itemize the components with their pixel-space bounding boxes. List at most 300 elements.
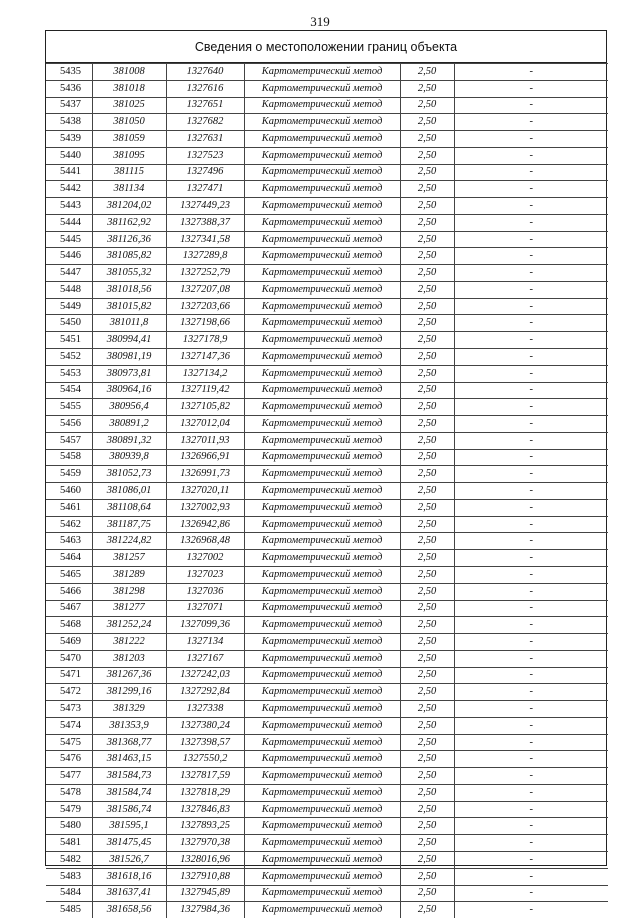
description-cell: - — [454, 784, 608, 801]
y-coordinate-cell: 1327252,79 — [166, 265, 244, 282]
description-cell: - — [454, 851, 608, 868]
description-cell: - — [454, 64, 608, 81]
y-coordinate-cell: 1327012,04 — [166, 416, 244, 433]
method-cell: Картометрический метод — [244, 332, 400, 349]
method-cell: Картометрический метод — [244, 181, 400, 198]
point-number-cell: 5480 — [46, 818, 92, 835]
point-number-cell: 5466 — [46, 583, 92, 600]
accuracy-cell: 2,50 — [400, 684, 454, 701]
y-coordinate-cell: 1327970,38 — [166, 835, 244, 852]
x-coordinate-cell: 381658,56 — [92, 902, 166, 918]
x-coordinate-cell: 380956,4 — [92, 399, 166, 416]
method-cell: Картометрический метод — [244, 97, 400, 114]
y-coordinate-cell: 1327036 — [166, 583, 244, 600]
y-coordinate-cell: 1327134 — [166, 634, 244, 651]
point-number-cell: 5485 — [46, 902, 92, 918]
x-coordinate-cell: 381055,32 — [92, 265, 166, 282]
method-cell: Картометрический метод — [244, 349, 400, 366]
x-coordinate-cell: 381252,24 — [92, 617, 166, 634]
table-row — [46, 499, 608, 516]
x-coordinate-cell: 381224,82 — [92, 533, 166, 550]
y-coordinate-cell: 1327631 — [166, 131, 244, 148]
x-coordinate-cell: 381618,16 — [92, 868, 166, 885]
description-cell: - — [454, 701, 608, 718]
point-number-cell: 5440 — [46, 147, 92, 164]
x-coordinate-cell: 381015,82 — [92, 298, 166, 315]
method-cell: Картометрический метод — [244, 533, 400, 550]
x-coordinate-cell: 381368,77 — [92, 734, 166, 751]
description-cell: - — [454, 332, 608, 349]
accuracy-cell: 2,50 — [400, 449, 454, 466]
accuracy-cell: 2,50 — [400, 717, 454, 734]
table-row — [46, 164, 608, 181]
accuracy-cell: 2,50 — [400, 902, 454, 918]
accuracy-cell: 2,50 — [400, 851, 454, 868]
table-row — [46, 550, 608, 567]
table-row — [46, 650, 608, 667]
x-coordinate-cell: 381637,41 — [92, 885, 166, 902]
point-number-cell: 5444 — [46, 214, 92, 231]
x-coordinate-cell: 381059 — [92, 131, 166, 148]
y-coordinate-cell: 1327023 — [166, 566, 244, 583]
y-coordinate-cell: 1327242,03 — [166, 667, 244, 684]
x-coordinate-cell: 381052,73 — [92, 466, 166, 483]
accuracy-cell: 2,50 — [400, 181, 454, 198]
description-cell: - — [454, 902, 608, 918]
accuracy-cell: 2,50 — [400, 147, 454, 164]
x-coordinate-cell: 381204,02 — [92, 198, 166, 215]
x-coordinate-cell: 380891,32 — [92, 432, 166, 449]
x-coordinate-cell: 381018,56 — [92, 281, 166, 298]
accuracy-cell: 2,50 — [400, 566, 454, 583]
y-coordinate-cell: 1326966,91 — [166, 449, 244, 466]
point-number-cell: 5473 — [46, 701, 92, 718]
table-row — [46, 214, 608, 231]
y-coordinate-cell: 1327099,36 — [166, 617, 244, 634]
accuracy-cell: 2,50 — [400, 734, 454, 751]
accuracy-cell: 2,50 — [400, 466, 454, 483]
point-number-cell: 5449 — [46, 298, 92, 315]
x-coordinate-cell: 381086,01 — [92, 483, 166, 500]
accuracy-cell: 2,50 — [400, 617, 454, 634]
point-number-cell: 5478 — [46, 784, 92, 801]
table-row — [46, 566, 608, 583]
x-coordinate-cell: 381329 — [92, 701, 166, 718]
point-number-cell: 5459 — [46, 466, 92, 483]
table-row — [46, 701, 608, 718]
description-cell: - — [454, 466, 608, 483]
x-coordinate-cell: 381277 — [92, 600, 166, 617]
method-cell: Картометрический метод — [244, 634, 400, 651]
table-row — [46, 533, 608, 550]
y-coordinate-cell: 1327380,24 — [166, 717, 244, 734]
y-coordinate-cell: 1326942,86 — [166, 516, 244, 533]
method-cell: Картометрический метод — [244, 164, 400, 181]
accuracy-cell: 2,50 — [400, 818, 454, 835]
method-cell: Картометрический метод — [244, 650, 400, 667]
accuracy-cell: 2,50 — [400, 835, 454, 852]
accuracy-cell: 2,50 — [400, 382, 454, 399]
description-cell: - — [454, 717, 608, 734]
accuracy-cell: 2,50 — [400, 97, 454, 114]
point-number-cell: 5483 — [46, 868, 92, 885]
accuracy-cell: 2,50 — [400, 64, 454, 81]
accuracy-cell: 2,50 — [400, 784, 454, 801]
method-cell: Картометрический метод — [244, 214, 400, 231]
description-cell: - — [454, 600, 608, 617]
point-number-cell: 5452 — [46, 349, 92, 366]
point-number-cell: 5475 — [46, 734, 92, 751]
y-coordinate-cell: 1327388,37 — [166, 214, 244, 231]
table-row — [46, 231, 608, 248]
x-coordinate-cell: 381018 — [92, 80, 166, 97]
point-number-cell: 5469 — [46, 634, 92, 651]
table-row — [46, 349, 608, 366]
point-number-cell: 5437 — [46, 97, 92, 114]
method-cell: Картометрический метод — [244, 432, 400, 449]
table-row — [46, 64, 608, 81]
description-cell: - — [454, 265, 608, 282]
accuracy-cell: 2,50 — [400, 315, 454, 332]
x-coordinate-cell: 381187,75 — [92, 516, 166, 533]
y-coordinate-cell: 1327893,25 — [166, 818, 244, 835]
method-cell: Картометрический метод — [244, 265, 400, 282]
y-coordinate-cell: 1327523 — [166, 147, 244, 164]
x-coordinate-cell: 381299,16 — [92, 684, 166, 701]
method-cell: Картометрический метод — [244, 315, 400, 332]
point-number-cell: 5472 — [46, 684, 92, 701]
y-coordinate-cell: 1327292,84 — [166, 684, 244, 701]
description-cell: - — [454, 751, 608, 768]
y-coordinate-cell: 1327119,42 — [166, 382, 244, 399]
point-number-cell: 5450 — [46, 315, 92, 332]
y-coordinate-cell: 1327471 — [166, 181, 244, 198]
x-coordinate-cell: 381475,45 — [92, 835, 166, 852]
description-cell: - — [454, 181, 608, 198]
description-cell: - — [454, 315, 608, 332]
point-number-cell: 5464 — [46, 550, 92, 567]
accuracy-cell: 2,50 — [400, 399, 454, 416]
y-coordinate-cell: 1327167 — [166, 650, 244, 667]
table-row — [46, 365, 608, 382]
table-row — [46, 617, 608, 634]
x-coordinate-cell: 381134 — [92, 181, 166, 198]
accuracy-cell: 2,50 — [400, 298, 454, 315]
table-row — [46, 181, 608, 198]
point-number-cell: 5482 — [46, 851, 92, 868]
x-coordinate-cell: 381162,92 — [92, 214, 166, 231]
x-coordinate-cell: 380939,8 — [92, 449, 166, 466]
method-cell: Картометрический метод — [244, 499, 400, 516]
table-row — [46, 248, 608, 265]
point-number-cell: 5481 — [46, 835, 92, 852]
point-number-cell: 5484 — [46, 885, 92, 902]
y-coordinate-cell: 1328016,96 — [166, 851, 244, 868]
accuracy-cell: 2,50 — [400, 600, 454, 617]
x-coordinate-cell: 381115 — [92, 164, 166, 181]
point-number-cell: 5438 — [46, 114, 92, 131]
y-coordinate-cell: 1327640 — [166, 64, 244, 81]
point-number-cell: 5467 — [46, 600, 92, 617]
point-number-cell: 5456 — [46, 416, 92, 433]
accuracy-cell: 2,50 — [400, 667, 454, 684]
accuracy-cell: 2,50 — [400, 650, 454, 667]
x-coordinate-cell: 380981,19 — [92, 349, 166, 366]
description-cell: - — [454, 365, 608, 382]
table-row — [46, 684, 608, 701]
y-coordinate-cell: 1327002,93 — [166, 499, 244, 516]
table-row — [46, 399, 608, 416]
table-row — [46, 634, 608, 651]
accuracy-cell: 2,50 — [400, 80, 454, 97]
description-cell: - — [454, 516, 608, 533]
table-row — [46, 768, 608, 785]
method-cell: Картометрический метод — [244, 734, 400, 751]
accuracy-cell: 2,50 — [400, 499, 454, 516]
accuracy-cell: 2,50 — [400, 332, 454, 349]
point-number-cell: 5455 — [46, 399, 92, 416]
description-cell: - — [454, 885, 608, 902]
y-coordinate-cell: 1327207,08 — [166, 281, 244, 298]
x-coordinate-cell: 381584,74 — [92, 784, 166, 801]
y-coordinate-cell: 1327550,2 — [166, 751, 244, 768]
point-number-cell: 5439 — [46, 131, 92, 148]
table-row — [46, 717, 608, 734]
point-number-cell: 5471 — [46, 667, 92, 684]
method-cell: Картометрический метод — [244, 550, 400, 567]
point-number-cell: 5445 — [46, 231, 92, 248]
method-cell: Картометрический метод — [244, 449, 400, 466]
accuracy-cell: 2,50 — [400, 483, 454, 500]
description-cell: - — [454, 432, 608, 449]
point-number-cell: 5454 — [46, 382, 92, 399]
x-coordinate-cell: 380891,2 — [92, 416, 166, 433]
y-coordinate-cell: 1327817,59 — [166, 768, 244, 785]
y-coordinate-cell: 1327496 — [166, 164, 244, 181]
y-coordinate-cell: 1327945,89 — [166, 885, 244, 902]
table-row — [46, 315, 608, 332]
description-cell: - — [454, 281, 608, 298]
x-coordinate-cell: 381203 — [92, 650, 166, 667]
table-row — [46, 784, 608, 801]
method-cell: Картометрический метод — [244, 147, 400, 164]
method-cell: Картометрический метод — [244, 784, 400, 801]
point-number-cell: 5460 — [46, 483, 92, 500]
point-number-cell: 5477 — [46, 768, 92, 785]
x-coordinate-cell: 381584,73 — [92, 768, 166, 785]
accuracy-cell: 2,50 — [400, 768, 454, 785]
y-coordinate-cell: 1327616 — [166, 80, 244, 97]
method-cell: Картометрический метод — [244, 566, 400, 583]
table-row — [46, 885, 608, 902]
method-cell: Картометрический метод — [244, 198, 400, 215]
description-cell: - — [454, 248, 608, 265]
y-coordinate-cell: 1327178,9 — [166, 332, 244, 349]
method-cell: Картометрический метод — [244, 131, 400, 148]
y-coordinate-cell: 1327341,58 — [166, 231, 244, 248]
table-row — [46, 265, 608, 282]
method-cell: Картометрический метод — [244, 416, 400, 433]
method-cell: Картометрический метод — [244, 281, 400, 298]
y-coordinate-cell: 1326991,73 — [166, 466, 244, 483]
description-cell: - — [454, 164, 608, 181]
description-cell: - — [454, 634, 608, 651]
x-coordinate-cell: 381463,15 — [92, 751, 166, 768]
accuracy-cell: 2,50 — [400, 231, 454, 248]
x-coordinate-cell: 381289 — [92, 566, 166, 583]
description-cell: - — [454, 684, 608, 701]
description-cell: - — [454, 533, 608, 550]
description-cell: - — [454, 583, 608, 600]
point-number-cell: 5468 — [46, 617, 92, 634]
method-cell: Картометрический метод — [244, 835, 400, 852]
table-row — [46, 868, 608, 885]
accuracy-cell: 2,50 — [400, 198, 454, 215]
table-row — [46, 516, 608, 533]
point-number-cell: 5463 — [46, 533, 92, 550]
x-coordinate-cell: 381257 — [92, 550, 166, 567]
description-cell: - — [454, 566, 608, 583]
accuracy-cell: 2,50 — [400, 164, 454, 181]
y-coordinate-cell: 1327289,8 — [166, 248, 244, 265]
method-cell: Картометрический метод — [244, 717, 400, 734]
accuracy-cell: 2,50 — [400, 349, 454, 366]
description-cell: - — [454, 399, 608, 416]
table-row — [46, 432, 608, 449]
accuracy-cell: 2,50 — [400, 583, 454, 600]
point-number-cell: 5457 — [46, 432, 92, 449]
accuracy-cell: 2,50 — [400, 432, 454, 449]
description-cell: - — [454, 499, 608, 516]
point-number-cell: 5476 — [46, 751, 92, 768]
point-number-cell: 5443 — [46, 198, 92, 215]
description-cell: - — [454, 214, 608, 231]
table-row — [46, 801, 608, 818]
method-cell: Картометрический метод — [244, 114, 400, 131]
method-cell: Картометрический метод — [244, 600, 400, 617]
table-row — [46, 835, 608, 852]
description-cell: - — [454, 801, 608, 818]
accuracy-cell: 2,50 — [400, 114, 454, 131]
y-coordinate-cell: 1327203,66 — [166, 298, 244, 315]
method-cell: Картометрический метод — [244, 885, 400, 902]
accuracy-cell: 2,50 — [400, 634, 454, 651]
y-coordinate-cell: 1327338 — [166, 701, 244, 718]
description-cell: - — [454, 667, 608, 684]
page-number: 319 — [310, 14, 330, 29]
table-row — [46, 818, 608, 835]
table-row — [46, 902, 608, 918]
coordinates-table — [46, 63, 608, 918]
point-number-cell: 5465 — [46, 566, 92, 583]
method-cell: Картометрический метод — [244, 701, 400, 718]
boundary-table-frame — [45, 30, 607, 916]
table-row — [46, 416, 608, 433]
y-coordinate-cell: 1327984,36 — [166, 902, 244, 918]
y-coordinate-cell: 1327134,2 — [166, 365, 244, 382]
y-coordinate-cell: 1327449,23 — [166, 198, 244, 215]
x-coordinate-cell: 381267,36 — [92, 667, 166, 684]
accuracy-cell: 2,50 — [400, 701, 454, 718]
point-number-cell: 5474 — [46, 717, 92, 734]
x-coordinate-cell: 381595,1 — [92, 818, 166, 835]
accuracy-cell: 2,50 — [400, 868, 454, 885]
x-coordinate-cell: 380994,41 — [92, 332, 166, 349]
accuracy-cell: 2,50 — [400, 365, 454, 382]
y-coordinate-cell: 1326968,48 — [166, 533, 244, 550]
accuracy-cell: 2,50 — [400, 131, 454, 148]
y-coordinate-cell: 1327002 — [166, 550, 244, 567]
method-cell: Картометрический метод — [244, 382, 400, 399]
x-coordinate-cell: 381008 — [92, 64, 166, 81]
y-coordinate-cell: 1327651 — [166, 97, 244, 114]
point-number-cell: 5442 — [46, 181, 92, 198]
description-cell: - — [454, 231, 608, 248]
point-number-cell: 5436 — [46, 80, 92, 97]
point-number-cell: 5451 — [46, 332, 92, 349]
x-coordinate-cell: 381222 — [92, 634, 166, 651]
accuracy-cell: 2,50 — [400, 550, 454, 567]
method-cell: Картометрический метод — [244, 80, 400, 97]
y-coordinate-cell: 1327011,93 — [166, 432, 244, 449]
method-cell: Картометрический метод — [244, 466, 400, 483]
table-row — [46, 332, 608, 349]
table-row — [46, 734, 608, 751]
description-cell: - — [454, 617, 608, 634]
table-row — [46, 483, 608, 500]
x-coordinate-cell: 381025 — [92, 97, 166, 114]
description-cell: - — [454, 818, 608, 835]
method-cell: Картометрический метод — [244, 64, 400, 81]
method-cell: Картометрический метод — [244, 751, 400, 768]
method-cell: Картометрический метод — [244, 298, 400, 315]
point-number-cell: 5461 — [46, 499, 92, 516]
table-row — [46, 97, 608, 114]
description-cell: - — [454, 382, 608, 399]
description-cell: - — [454, 198, 608, 215]
x-coordinate-cell: 381095 — [92, 147, 166, 164]
table-row — [46, 600, 608, 617]
accuracy-cell: 2,50 — [400, 885, 454, 902]
description-cell: - — [454, 483, 608, 500]
accuracy-cell: 2,50 — [400, 801, 454, 818]
table-row — [46, 281, 608, 298]
table-row — [46, 667, 608, 684]
table-row — [46, 466, 608, 483]
method-cell: Картометрический метод — [244, 851, 400, 868]
accuracy-cell: 2,50 — [400, 214, 454, 231]
x-coordinate-cell: 381126,36 — [92, 231, 166, 248]
method-cell: Картометрический метод — [244, 231, 400, 248]
method-cell: Картометрический метод — [244, 902, 400, 918]
x-coordinate-cell: 381586,74 — [92, 801, 166, 818]
table-row — [46, 583, 608, 600]
method-cell: Картометрический метод — [244, 768, 400, 785]
table-title: Сведения о местоположении границ объекта — [46, 31, 606, 63]
method-cell: Картометрический метод — [244, 483, 400, 500]
x-coordinate-cell: 381085,82 — [92, 248, 166, 265]
method-cell: Картометрический метод — [244, 868, 400, 885]
y-coordinate-cell: 1327198,66 — [166, 315, 244, 332]
method-cell: Картометрический метод — [244, 684, 400, 701]
description-cell: - — [454, 80, 608, 97]
description-cell: - — [454, 97, 608, 114]
accuracy-cell: 2,50 — [400, 248, 454, 265]
x-coordinate-cell: 380964,16 — [92, 382, 166, 399]
point-number-cell: 5448 — [46, 281, 92, 298]
point-number-cell: 5453 — [46, 365, 92, 382]
point-number-cell: 5462 — [46, 516, 92, 533]
